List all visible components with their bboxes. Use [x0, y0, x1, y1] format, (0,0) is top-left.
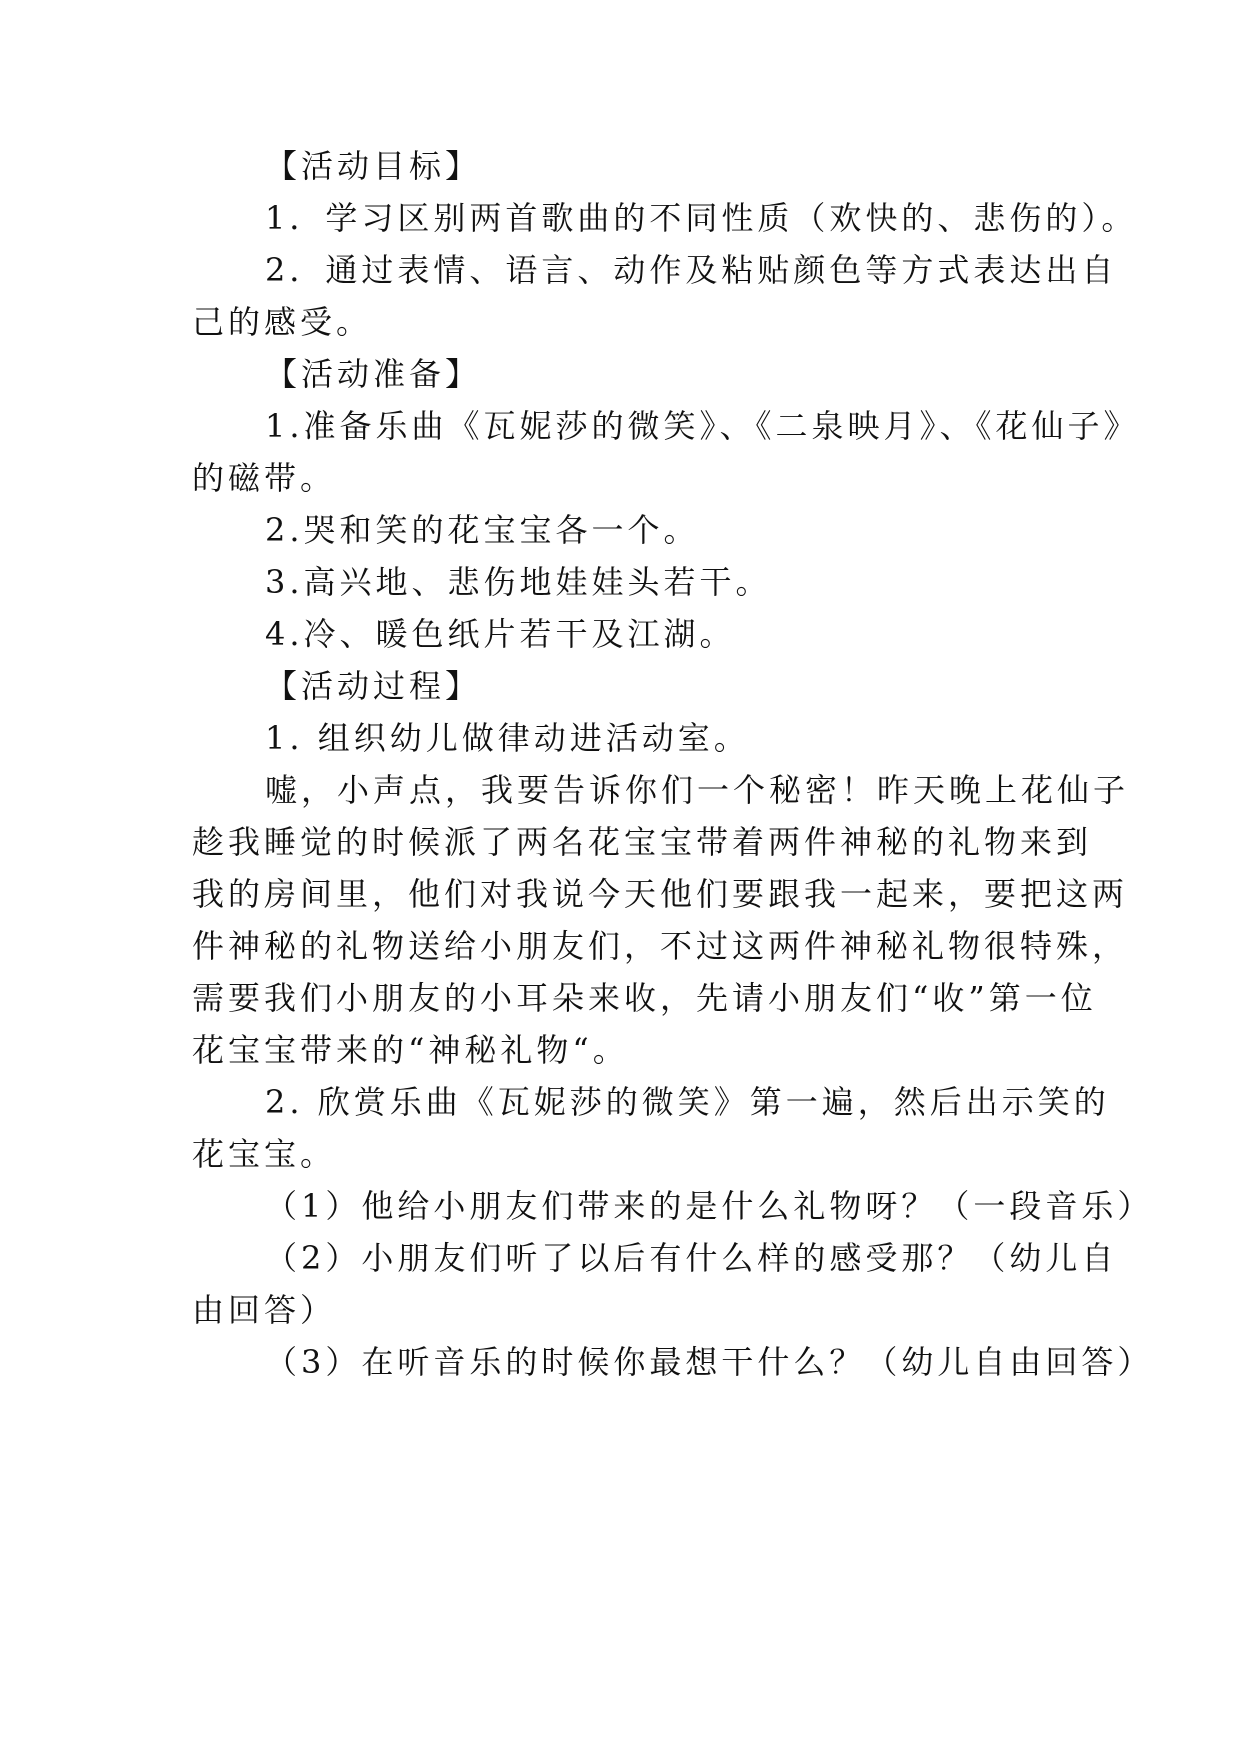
prep-item-3: 3.高兴地、悲伤地娃娃头若干。 [265, 563, 772, 601]
process-item-2-line-1: 2. 欣赏乐曲《瓦妮莎的微笑》第一遍，然后出示笑的 [265, 1083, 1110, 1121]
goal-item-2-line-2: 己的感受。 [192, 303, 373, 341]
question-2-line-2: 由回答） [192, 1291, 337, 1329]
question-1: （1）他给小朋友们带来的是什么礼物呀？（一段音乐） [265, 1187, 1154, 1225]
process-item-1: 1. 组织幼儿做律动进活动室。 [265, 719, 750, 757]
goal-item-1: 1．学习区别两首歌曲的不同性质（欢快的、悲伤的）。 [265, 199, 1138, 237]
prep-heading: 【活动准备】 [265, 355, 482, 393]
process-heading: 【活动过程】 [265, 667, 482, 705]
question-3: （3）在听音乐的时候你最想干什么？（幼儿自由回答） [265, 1343, 1154, 1381]
goal-item-2-line-1: 2．通过表情、语言、动作及粘贴颜色等方式表达出自 [265, 251, 1118, 289]
story-paragraph-line-6: 花宝宝带来的“神秘礼物“。 [192, 1031, 629, 1069]
story-paragraph-line-2: 趁我睡觉的时候派了两名花宝宝带着两件神秘的礼物来到 [192, 823, 1093, 861]
story-paragraph-line-4: 件神秘的礼物送给小朋友们，不过这两件神秘礼物很特殊， [192, 927, 1129, 965]
goals-heading: 【活动目标】 [265, 147, 482, 185]
prep-item-1-line-1: 1.准备乐曲《瓦妮莎的微笑》、《二泉映月》、《花仙子》 [265, 407, 1140, 445]
story-paragraph-line-3: 我的房间里，他们对我说今天他们要跟我一起来，要把这两 [192, 875, 1129, 913]
story-paragraph-line-5: 需要我们小朋友的小耳朵来收，先请小朋友们“收”第一位 [192, 979, 1097, 1017]
story-paragraph-line-1: 嘘，小声点，我要告诉你们一个秘密！昨天晚上花仙子 [265, 771, 1130, 809]
prep-item-2: 2.哭和笑的花宝宝各一个。 [265, 511, 700, 549]
prep-item-4: 4.冷、暖色纸片若干及江湖。 [265, 615, 736, 653]
prep-item-1-line-2: 的磁带。 [192, 459, 337, 497]
process-item-2-line-2: 花宝宝。 [192, 1135, 337, 1173]
question-2-line-1: （2）小朋友们听了以后有什么样的感受那？（幼儿自 [265, 1239, 1118, 1277]
